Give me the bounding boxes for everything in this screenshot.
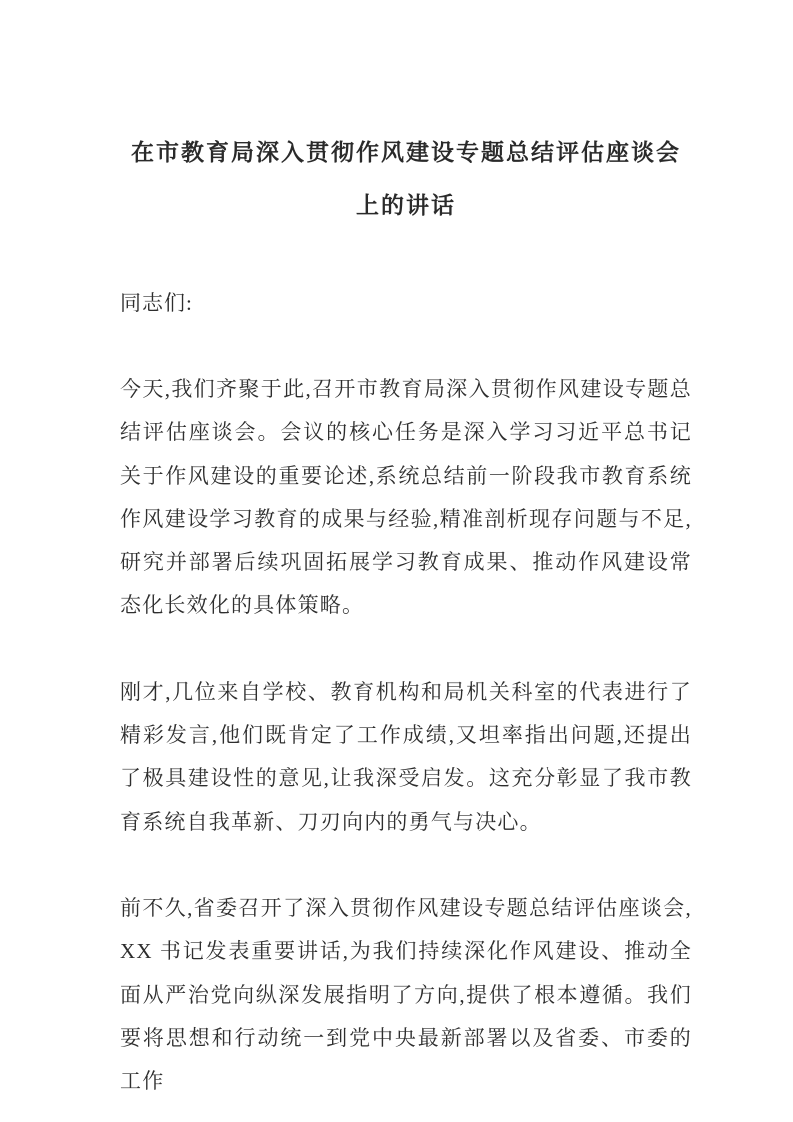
document-content: [120, 126, 692, 1103]
paragraph-speakers-feedback: 刚才,几位来自学校、教育机构和局机关科室的代表进行了精彩发言,他们既肯定了工作成绩,又坦率指出问题,还提出了极具建设性的意见,让我深受启发。这充分彰显了我市教育系统自我革新、刀刃向内的勇气与决心。: [120, 679, 692, 834]
paragraph-opening: 今天,我们齐聚于此,召开市教育局深入贯彻作风建设专题总结评估座谈会。会议的核心任务是深入学习习近平总书记关于作风建设的重要论述,系统总结前一阶段我市教育系统作风建设学习教育的成果与经验,精准剖析现存问题与不足,研究并部署后续巩固拓展学习教育成果、推动作风建设常态化长效化的具体策略。: [120, 377, 692, 618]
salutation: 同志们:: [120, 291, 193, 315]
paragraph-provincial-meeting: 前不久,省委召开了深入贯彻作风建设专题总结评估座谈会,XX 书记发表重要讲话,为我们持续深化作风建设、推动全面从严治党向纵深发展指明了方向,提供了根本遵循。我们要将思想和行动统一到党中央最新部署以及省委、市委的工作: [120, 895, 692, 1094]
document-title: [120, 126, 692, 232]
title-line-1: 在市教育局深入贯彻作风建设专题总结评估座谈会: [131, 140, 681, 165]
title-line-2: 上的讲话: [356, 193, 456, 218]
